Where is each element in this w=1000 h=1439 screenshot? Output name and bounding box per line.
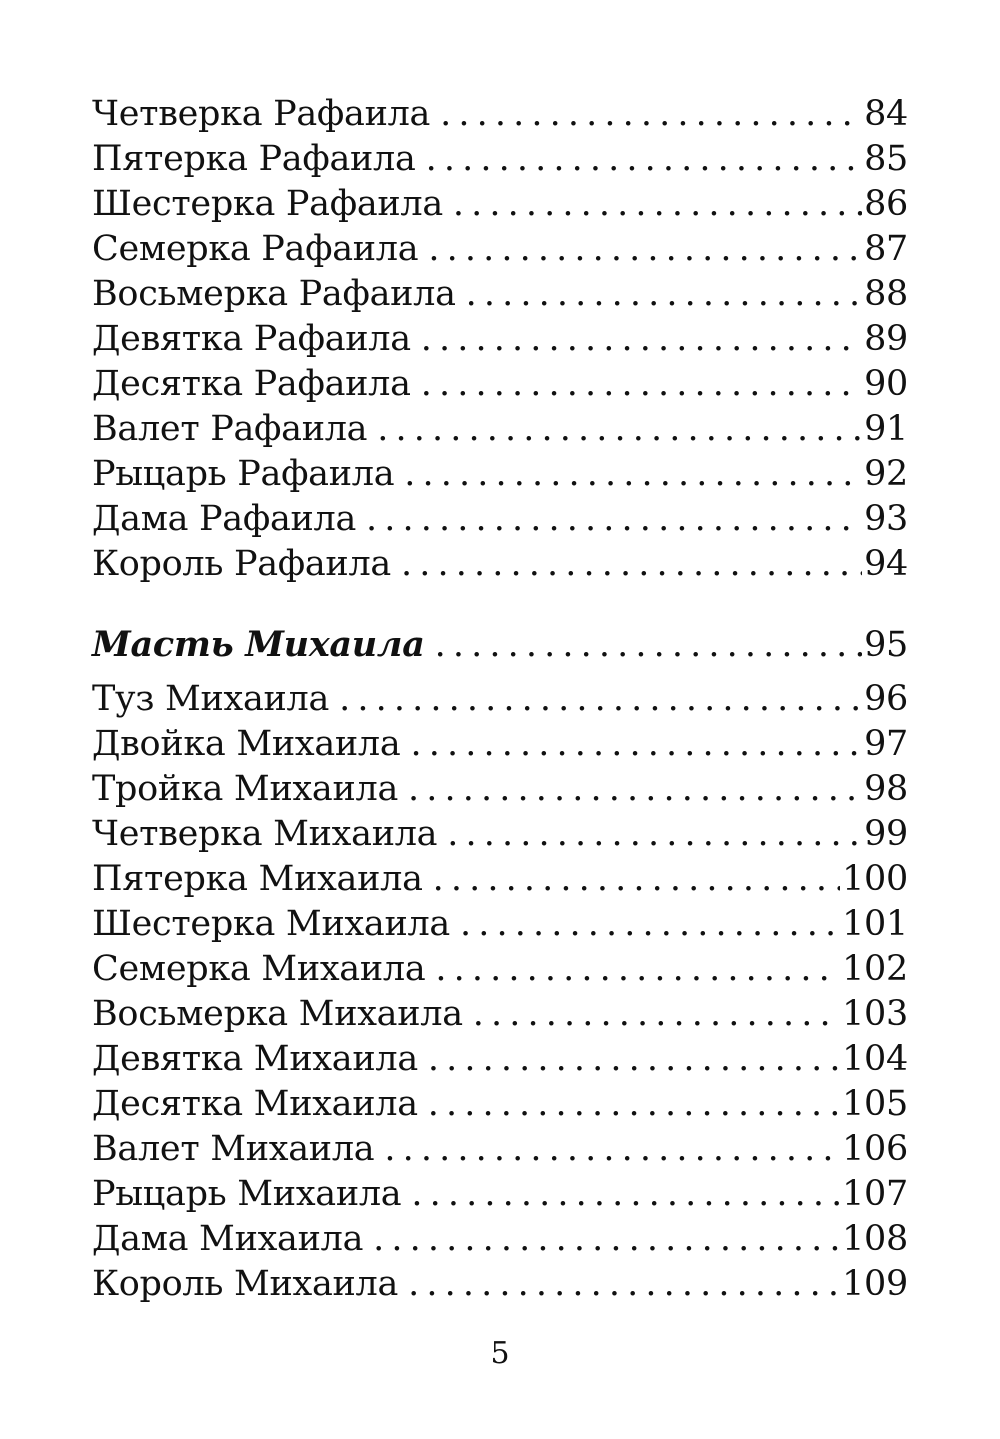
toc-entry-page: 84 (864, 94, 908, 134)
section-title: Масть Михаила (92, 624, 425, 665)
toc-entry[interactable] (92, 677, 908, 722)
toc-entry-title: Двойка Михаила (92, 724, 401, 764)
toc-entry[interactable] (92, 182, 908, 227)
dot-leader (373, 1217, 840, 1262)
dot-leader (401, 542, 862, 587)
toc-entry-title: Дама Рафаила (92, 499, 357, 539)
toc-entry[interactable] (92, 767, 908, 812)
toc-entry-page: 105 (842, 1084, 908, 1124)
toc-entry-title: Десятка Рафаила (92, 364, 411, 404)
dot-leader (466, 272, 862, 317)
toc-entry[interactable] (92, 947, 908, 992)
section-spacer (92, 667, 908, 677)
toc-entry-page: 91 (864, 409, 908, 449)
toc-entry-title: Семерка Рафаила (92, 229, 419, 269)
toc-entry[interactable] (92, 452, 908, 497)
toc-entry[interactable] (92, 1262, 908, 1307)
toc-entry[interactable] (92, 317, 908, 362)
toc-entry-page: 93 (864, 499, 908, 539)
toc-entry[interactable] (92, 1082, 908, 1127)
dot-leader (366, 497, 862, 542)
toc-entry[interactable] (92, 227, 908, 272)
toc-entry-title: Десятка Михаила (92, 1084, 418, 1124)
toc-entry-page: 106 (842, 1129, 908, 1169)
section-page: 95 (864, 625, 908, 665)
toc-entry-page: 100 (842, 859, 908, 899)
toc-entry[interactable] (92, 1172, 908, 1217)
toc-entry[interactable] (92, 857, 908, 902)
toc-entry[interactable] (92, 542, 908, 587)
toc-entry[interactable] (92, 1217, 908, 1262)
dot-leader (408, 1262, 840, 1307)
toc-entry-title: Туз Михаила (92, 679, 330, 719)
dot-leader (426, 137, 863, 182)
toc-entry[interactable] (92, 812, 908, 857)
dot-leader (421, 362, 862, 407)
toc-entry-page: 98 (864, 769, 908, 809)
toc-entry-page: 109 (842, 1264, 908, 1304)
dot-leader (453, 182, 862, 227)
section-spacer (92, 587, 908, 622)
toc-entry-page: 104 (842, 1039, 908, 1079)
toc-entry[interactable] (92, 902, 908, 947)
toc-entry-title: Семерка Михаила (92, 949, 426, 989)
dot-leader (435, 947, 840, 992)
dot-leader (473, 992, 840, 1037)
page-number: 5 (490, 1336, 510, 1371)
toc-entry[interactable] (92, 992, 908, 1037)
dot-leader (408, 767, 862, 812)
dot-leader (428, 1082, 840, 1127)
toc-entry-title: Валет Михаила (92, 1129, 375, 1169)
toc-entry-page: 99 (864, 814, 908, 854)
toc-entry[interactable] (92, 1127, 908, 1172)
toc-entry-title: Четверка Рафаила (92, 94, 431, 134)
toc-entry-title: Валет Рафаила (92, 409, 368, 449)
dot-leader (428, 1037, 840, 1082)
toc-entry-title: Рыцарь Рафаила (92, 454, 395, 494)
dot-leader (433, 857, 840, 902)
toc-list-michael (92, 677, 908, 1307)
toc-entry-title: Рыцарь Михаила (92, 1174, 402, 1214)
toc-entry-title: Восьмерка Михаила (92, 994, 463, 1034)
toc-entry-page: 87 (864, 229, 908, 269)
toc-entry-page: 92 (864, 454, 908, 494)
toc-entry-title: Четверка Михаила (92, 814, 438, 854)
toc-entry-title: Девятка Рафаила (92, 319, 411, 359)
toc-entry-title: Пятерка Михаила (92, 859, 423, 899)
dot-leader (410, 722, 862, 767)
toc-entry-title: Шестерка Рафаила (92, 184, 443, 224)
toc-list-raphael (92, 92, 908, 587)
dot-leader (428, 227, 862, 272)
toc-entry[interactable] (92, 1037, 908, 1082)
dot-leader (435, 623, 862, 668)
toc-entry-page: 97 (864, 724, 908, 764)
dot-leader (460, 902, 840, 947)
dot-leader (411, 1172, 840, 1217)
toc-entry-title: Дама Михаила (92, 1219, 364, 1259)
toc-entry-title: Восьмерка Рафаила (92, 274, 456, 314)
toc-entry-title: Девятка Михаила (92, 1039, 418, 1079)
toc-entry-title: Король Рафаила (92, 544, 391, 584)
dot-leader (377, 407, 862, 452)
toc-entry-page: 89 (864, 319, 908, 359)
toc-entry-title: Пятерка Рафаила (92, 139, 416, 179)
toc-entry-page: 103 (842, 994, 908, 1034)
toc-entry-page: 94 (864, 544, 908, 584)
toc-section-heading[interactable] (92, 622, 908, 667)
toc-entry-page: 108 (842, 1219, 908, 1259)
toc-entry-page: 107 (842, 1174, 908, 1214)
dot-leader (447, 812, 862, 857)
dot-leader (440, 92, 862, 137)
toc-entry-page: 90 (864, 364, 908, 404)
toc-entry-page: 86 (864, 184, 908, 224)
toc-entry[interactable] (92, 407, 908, 452)
toc-entry[interactable] (92, 362, 908, 407)
toc-entry-page: 96 (864, 679, 908, 719)
toc-entry-page: 101 (842, 904, 908, 944)
toc-entry-title: Король Михаила (92, 1264, 399, 1304)
toc-entry[interactable] (92, 92, 908, 137)
dot-leader (339, 677, 862, 722)
table-of-contents (92, 92, 908, 1307)
dot-leader (421, 317, 862, 362)
dot-leader (384, 1127, 840, 1172)
dot-leader (404, 452, 862, 497)
toc-entry-title: Тройка Михаила (92, 769, 399, 809)
toc-entry-page: 88 (864, 274, 908, 314)
toc-entry[interactable] (92, 722, 908, 767)
toc-entry[interactable] (92, 272, 908, 317)
toc-entry-page: 85 (864, 139, 908, 179)
toc-entry-title: Шестерка Михаила (92, 904, 451, 944)
toc-entry[interactable] (92, 137, 908, 182)
toc-entry-page: 102 (842, 949, 908, 989)
toc-entry[interactable] (92, 497, 908, 542)
